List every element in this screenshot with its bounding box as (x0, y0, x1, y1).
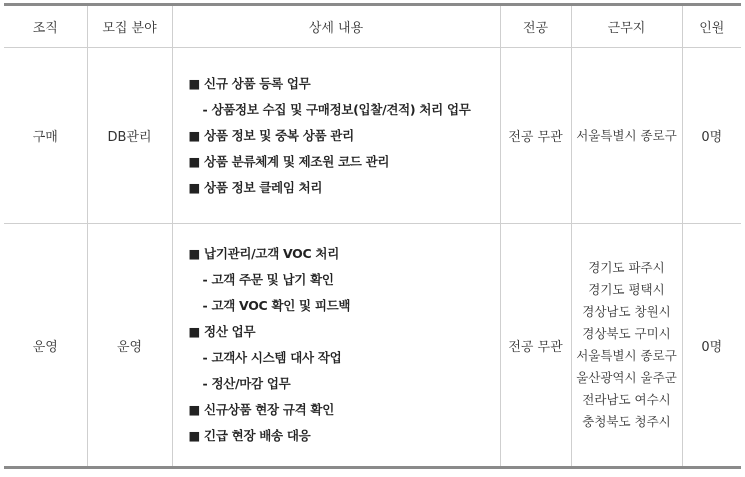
location-cell (571, 48, 682, 224)
table-row (4, 48, 741, 224)
location-item: 울산광역시 울주군 (576, 370, 677, 385)
org-cell: 운영 (4, 224, 87, 468)
header-location: 근무지 (571, 5, 682, 48)
header-row (4, 5, 741, 48)
count-cell: 0명 (682, 48, 741, 224)
detail-item: ■ 정산 업무 (188, 324, 256, 339)
detail-item: ■ 상품 분류체계 및 제조원 코드 관리 (188, 153, 390, 169)
location-item: 전라남도 여수시 (582, 392, 671, 407)
org-cell: 구매 (4, 48, 87, 224)
header-field: 모집 분야 (87, 5, 172, 48)
detail-item: ■ 신규 상품 등록 업무 (188, 75, 311, 91)
detail-subitem: - 고객사 시스템 대사 작업 (202, 350, 342, 365)
field-cell: DB관리 (87, 48, 172, 224)
recruitment-table (4, 3, 741, 469)
header-count: 인원 (682, 5, 741, 48)
location-item: 서울특별시 종로구 (576, 348, 677, 363)
major-cell: 전공 무관 (500, 48, 571, 224)
detail-item: ■ 신규상품 현장 규격 확인 (188, 402, 334, 417)
location-item: 경상북도 구미시 (582, 326, 671, 341)
detail-item: ■ 납기관리/고객 VOC 처리 (188, 246, 339, 261)
header-org: 조직 (4, 5, 87, 48)
details-cell (172, 48, 500, 224)
detail-item: ■ 상품 정보 및 중복 상품 관리 (188, 127, 354, 143)
location-item: 서울특별시 종로구 (576, 127, 677, 143)
header-details: 상세 내용 (172, 5, 500, 48)
details-cell (172, 224, 500, 468)
location-item: 충청북도 청주시 (582, 414, 671, 429)
detail-item: ■ 상품 정보 클레임 처리 (188, 179, 323, 195)
field-cell: 운영 (87, 224, 172, 468)
detail-subitem: - 정산/마감 업무 (202, 376, 291, 391)
header-major: 전공 (500, 5, 571, 48)
location-item: 경기도 파주시 (588, 260, 665, 275)
detail-subitem: - 고객 VOC 확인 및 피드백 (202, 298, 351, 313)
detail-subitem: - 상품정보 수집 및 구매정보(입찰/견적) 처리 업무 (202, 101, 471, 117)
location-item: 경기도 평택시 (588, 282, 665, 297)
table-row (4, 224, 741, 468)
location-item: 경상남도 창원시 (582, 304, 671, 319)
count-cell: 0명 (682, 224, 741, 468)
detail-item: ■ 긴급 현장 배송 대응 (188, 428, 311, 443)
detail-subitem: - 고객 주문 및 납기 확인 (202, 272, 334, 287)
location-cell (571, 224, 682, 468)
major-cell: 전공 무관 (500, 224, 571, 468)
